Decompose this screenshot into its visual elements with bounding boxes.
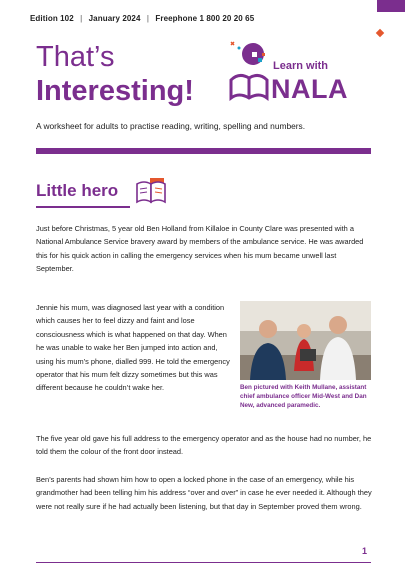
intro-text: A worksheet for adults to practise reading, writing, spelling and numbers. bbox=[36, 121, 306, 131]
photo-illustration bbox=[240, 301, 371, 380]
paragraph-3: The five year old gave his full address to the emergency operator and as the house had no number, he told them the colour of the front door instead. bbox=[36, 434, 372, 457]
page-number: 1 bbox=[362, 546, 368, 556]
separator: | bbox=[146, 14, 150, 23]
open-book-icon bbox=[134, 176, 168, 206]
paragraph-4: Ben’s parents had shown him how to open a locked phone in the case of an emergency, while his grandmother had been telling him his address “over and over” in case he ever needed it. Although they were not really sure if he had actually been listening, but that day in September proved them wrong. bbox=[36, 475, 372, 511]
title-line-2: Interesting! bbox=[36, 75, 194, 107]
paragraph-1: Just before Christmas, 5 year old Ben Holland from Killaloe in County Clare was presented with a National Ambulance Service bravery award by members of the ambulance service. He was awarded this for his quick action in calling the emergency services when his mum became unwell last September. bbox=[36, 224, 364, 274]
logo-text-nala: NALA bbox=[271, 74, 348, 104]
separator: | bbox=[80, 14, 83, 23]
freephone-label: Freephone 1 800 20 20 65 bbox=[155, 14, 255, 23]
edition-label: Edition 102 bbox=[30, 14, 74, 23]
title-line-1: That’s bbox=[36, 41, 115, 73]
date-label: January 2024 bbox=[88, 14, 141, 23]
logo-text-learn-with: Learn with bbox=[273, 60, 329, 72]
paragraph-2: Jennie his mum, was diagnosed last year with a condition which causes her to feel dizzy and faint and lose consciousness which is what happened on that day. When he was unable to wake her Ben jumped into action and, using his mum’s phone, dialled 999. He told the emergency operator that his mum felt dizzy sometimes but this was different because he couldn’t wake her. bbox=[36, 303, 230, 393]
news-photo bbox=[240, 301, 371, 380]
header-divider bbox=[36, 148, 371, 154]
photo-caption: Ben pictured with Keith Mullane, assistant chief ambulance officer Mid-West and Dan New, advanced paramedic. bbox=[240, 384, 367, 409]
section-underline bbox=[36, 206, 130, 208]
nala-logo bbox=[225, 36, 375, 108]
nala-logo-mark-icon bbox=[225, 36, 273, 108]
corner-tab bbox=[377, 0, 405, 12]
section-title: Little hero bbox=[36, 181, 119, 200]
header-bar bbox=[30, 14, 258, 23]
diamond-decoration bbox=[376, 29, 384, 37]
footer-line bbox=[36, 562, 371, 563]
